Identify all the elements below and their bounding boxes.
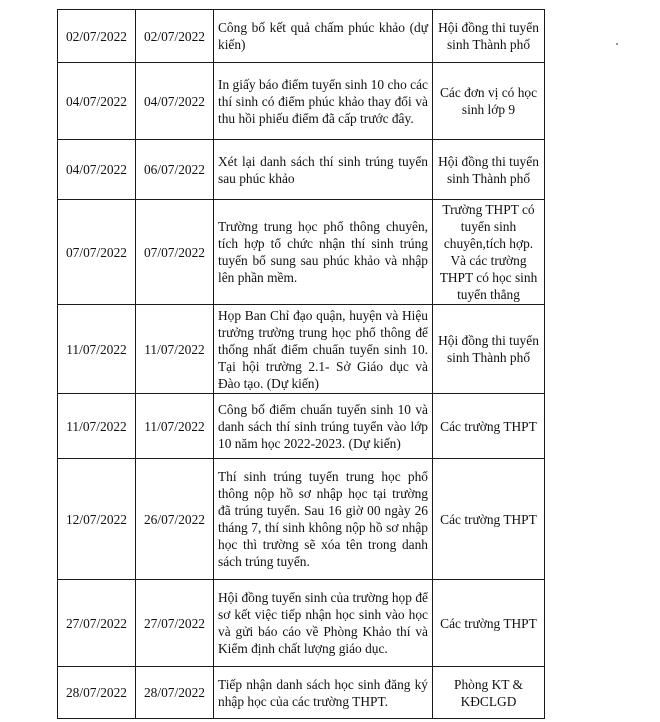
task-cell: Xét lại danh sách thí sinh trúng tuyển sau phúc khảo [214, 140, 433, 200]
schedule-body [58, 10, 545, 719]
end-date-cell: 02/07/2022 [136, 10, 214, 63]
unit-cell: Hội đồng thi tuyển sinh Thành phố [433, 10, 545, 63]
table-row [58, 10, 545, 63]
start-date-cell: 04/07/2022 [58, 140, 136, 200]
unit-cell: Hội đồng thi tuyển sinh Thành phố [433, 140, 545, 200]
unit-cell: Các đơn vị có học sinh lớp 9 [433, 63, 545, 140]
table-row [58, 394, 545, 459]
unit-cell: Các trường THPT [433, 580, 545, 667]
end-date-cell: 04/07/2022 [136, 63, 214, 140]
start-date-cell: 04/07/2022 [58, 63, 136, 140]
unit-cell: Trường THPT có tuyển sinh chuyên,tích hợp. Và các trường THPT có học sinh tuyển thẳng [433, 200, 545, 305]
task-cell: Trường trung học phổ thông chuyên, tích hợp tổ chức nhận thí sinh trúng tuyển bổ sung sau phúc khảo và nhập lên phần mềm. [214, 200, 433, 305]
end-date-cell: 06/07/2022 [136, 140, 214, 200]
task-cell: Thí sinh trúng tuyển trung học phổ thông nộp hồ sơ nhập học tại trường đã trúng tuyển. Sau 16 giờ 00 ngày 26 tháng 7, thí sinh không nộp hồ sơ nhập học thì trường sẽ xóa tên trong danh sách trúng tuyển. [214, 459, 433, 580]
end-date-cell: 27/07/2022 [136, 580, 214, 667]
table-row [58, 667, 545, 719]
unit-cell: Phòng KT & KĐCLGD [433, 667, 545, 719]
task-cell: Tiếp nhận danh sách học sinh đăng ký nhập học của các trường THPT. [214, 667, 433, 719]
task-cell: In giấy báo điểm tuyển sinh 10 cho các thí sinh có điểm phúc khảo thay đổi và thu hồi phiếu điểm đã cấp trước đây. [214, 63, 433, 140]
start-date-cell: 28/07/2022 [58, 667, 136, 719]
unit-cell: Hội đồng thi tuyển sinh Thành phố [433, 305, 545, 394]
end-date-cell: 11/07/2022 [136, 394, 214, 459]
start-date-cell: 11/07/2022 [58, 305, 136, 394]
start-date-cell: 12/07/2022 [58, 459, 136, 580]
table-row [58, 580, 545, 667]
end-date-cell: 11/07/2022 [136, 305, 214, 394]
table-row [58, 459, 545, 580]
task-cell: Công bố kết quả chấm phúc khảo (dự kiến) [214, 10, 433, 63]
table-row [58, 63, 545, 140]
schedule-table [57, 9, 545, 719]
table-row [58, 200, 545, 305]
end-date-cell: 07/07/2022 [136, 200, 214, 305]
start-date-cell: 07/07/2022 [58, 200, 136, 305]
start-date-cell: 02/07/2022 [58, 10, 136, 63]
start-date-cell: 27/07/2022 [58, 580, 136, 667]
end-date-cell: 28/07/2022 [136, 667, 214, 719]
task-cell: Hội đồng tuyển sinh của trường họp để sơ kết việc tiếp nhận học sinh vào học và gửi báo cáo về Phòng Khảo thí và Kiểm định chất lượng giáo dục. [214, 580, 433, 667]
start-date-cell: 11/07/2022 [58, 394, 136, 459]
unit-cell: Các trường THPT [433, 394, 545, 459]
task-cell: Họp Ban Chỉ đạo quận, huyện và Hiệu trưởng trường trung học phổ thông để thống nhất điểm chuẩn tuyển sinh 10. Tại hội trường 2.1- Sở Giáo dục và Đào tạo. (Dự kiến) [214, 305, 433, 394]
unit-cell: Các trường THPT [433, 459, 545, 580]
end-date-cell: 26/07/2022 [136, 459, 214, 580]
task-cell: Công bố điểm chuẩn tuyển sinh 10 và danh sách thí sinh trúng tuyển vào lớp 10 năm học 2022-2023. (Dự kiến) [214, 394, 433, 459]
table-row [58, 305, 545, 394]
table-row [58, 140, 545, 200]
scan-speck [616, 43, 618, 45]
